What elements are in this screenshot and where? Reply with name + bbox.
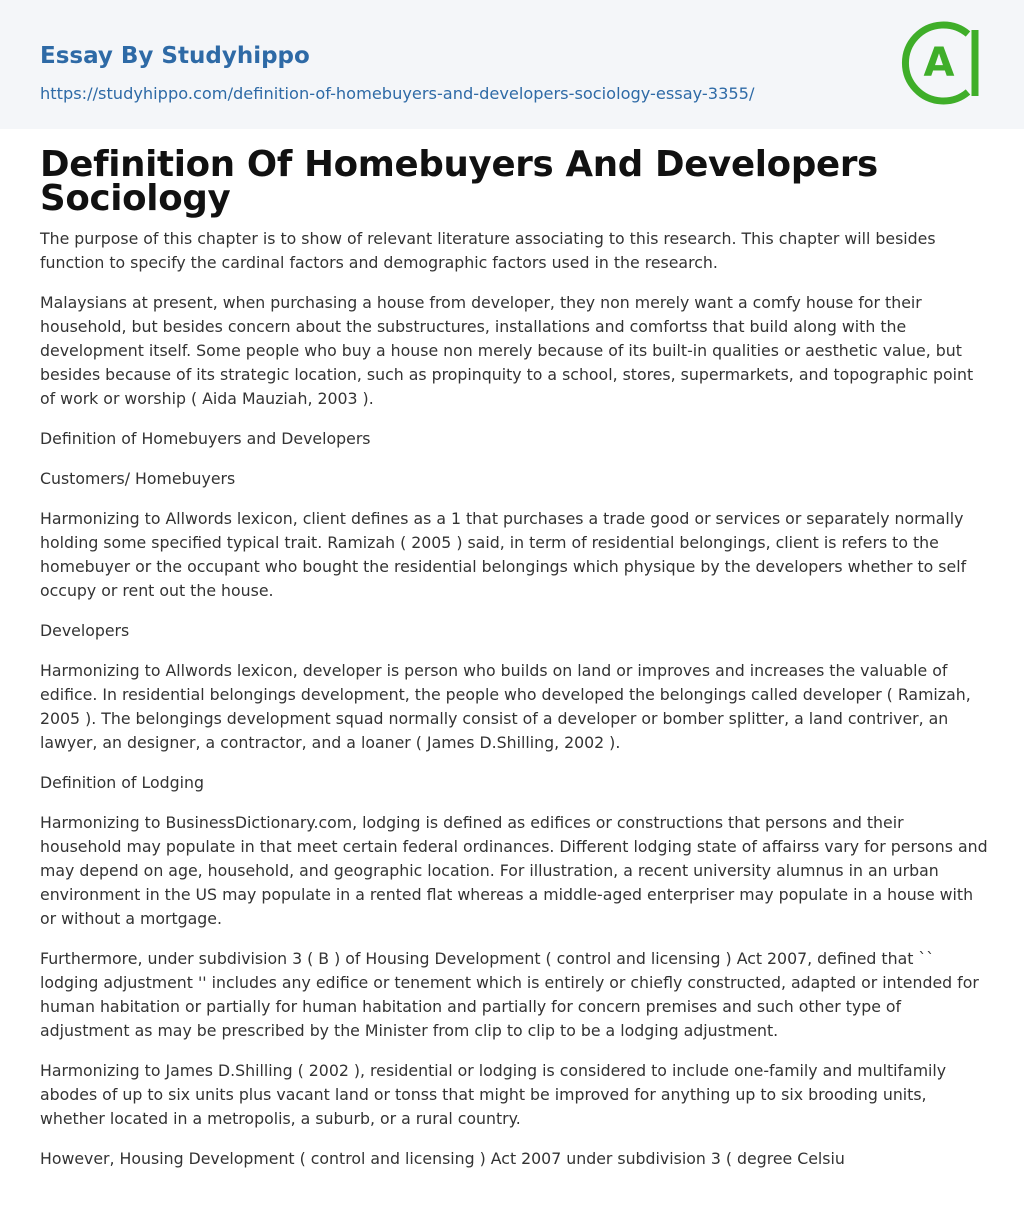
section-heading: Customers/ Homebuyers — [40, 469, 236, 488]
paragraph: The purpose of this chapter is to show of relevant literature associating to this research. This chapter will besides function to specify the cardinal factors and demographic factors used in the research. — [40, 229, 936, 272]
essay-body — [40, 227, 988, 1171]
paragraph: Harmonizing to James D.Shilling ( 2002 ), residential or lodging is considered to include one-family and multifamily abodes of up to six units plus vacant land or tonss that might be improved for anything up to six brooding units, whether located in a metropolis, a suburb, or a rural country. — [40, 1061, 947, 1128]
site-header — [0, 0, 1024, 129]
studyhippo-logo-icon[interactable] — [896, 18, 986, 108]
paragraph: Harmonizing to BusinessDictionary.com, lodging is defined as edifices or constructions that persons and their household may populate in that meet certain federal ordinances. Different lodging state of affairss vary for persons and may depend on age, household, and geographic location. For illustration, a recent university alumnus in an urban environment in the US may populate in a rented flat whereas a middle-aged enterpriser may populate in a house with or without a mortgage. — [40, 813, 988, 928]
section-heading: Developers — [40, 621, 130, 640]
paragraph: Malaysians at present, when purchasing a house from developer, they non merely want a comfy house for their household, but besides concern about the substructures, installations and comfortss that build along with the development itself. Some people who buy a house non merely because of its built-in qualities or aesthetic value, but besides because of its strategic location, such as propinquity to a school, stores, supermarkets, and topographic point of work or worship ( Aida Mauziah, 2003 ). — [40, 293, 974, 408]
section-heading: Definition of Homebuyers and Developers — [40, 429, 371, 448]
paragraph: Harmonizing to Allwords lexicon, client defines as a 1 that purchases a trade good or services or separately normally holding some specified typical trait. Ramizah ( 2005 ) said, in term of residential belongings, client is refers to the homebuyer or the occupant who bought the residential belongings which physique by the developers whether to self occupy or rent out the house. — [40, 509, 967, 600]
logo-letter: A — [923, 40, 955, 86]
paragraph: However, Housing Development ( control and licensing ) Act 2007 under subdivision 3 ( degree Celsiu — [40, 1149, 845, 1168]
essay-content — [40, 144, 988, 1187]
essay-title: Definition Of Homebuyers And Developers Sociology — [40, 144, 878, 219]
paragraph: Furthermore, under subdivision 3 ( B ) of Housing Development ( control and licensing ) Act 2007, defined that `` lodging adjustment '' includes any edifice or tenement which is entirely or chiefly constructed, adapted or intended for human habitation or partially for human habitation and partially for concern premises and such other type of adjustment as may be prescribed by the Minister from clip to clip to be a lodging adjustment. — [40, 949, 979, 1040]
site-brand[interactable]: Essay By Studyhippo — [40, 43, 310, 69]
paragraph: Harmonizing to Allwords lexicon, developer is person who builds on land or improves and increases the valuable of edifice. In residential belongings development, the people who developed the belongings called developer ( Ramizah, 2005 ). The belongings development squad normally consist of a developer or bomber splitter, a land contriver, an lawyer, an designer, a contractor, and a loaner ( James D.Shilling, 2002 ). — [40, 661, 971, 752]
source-url-link[interactable]: https://studyhippo.com/definition-of-homebuyers-and-developers-sociology-essay-3355/ — [40, 84, 755, 103]
section-heading: Definition of Lodging — [40, 773, 204, 792]
